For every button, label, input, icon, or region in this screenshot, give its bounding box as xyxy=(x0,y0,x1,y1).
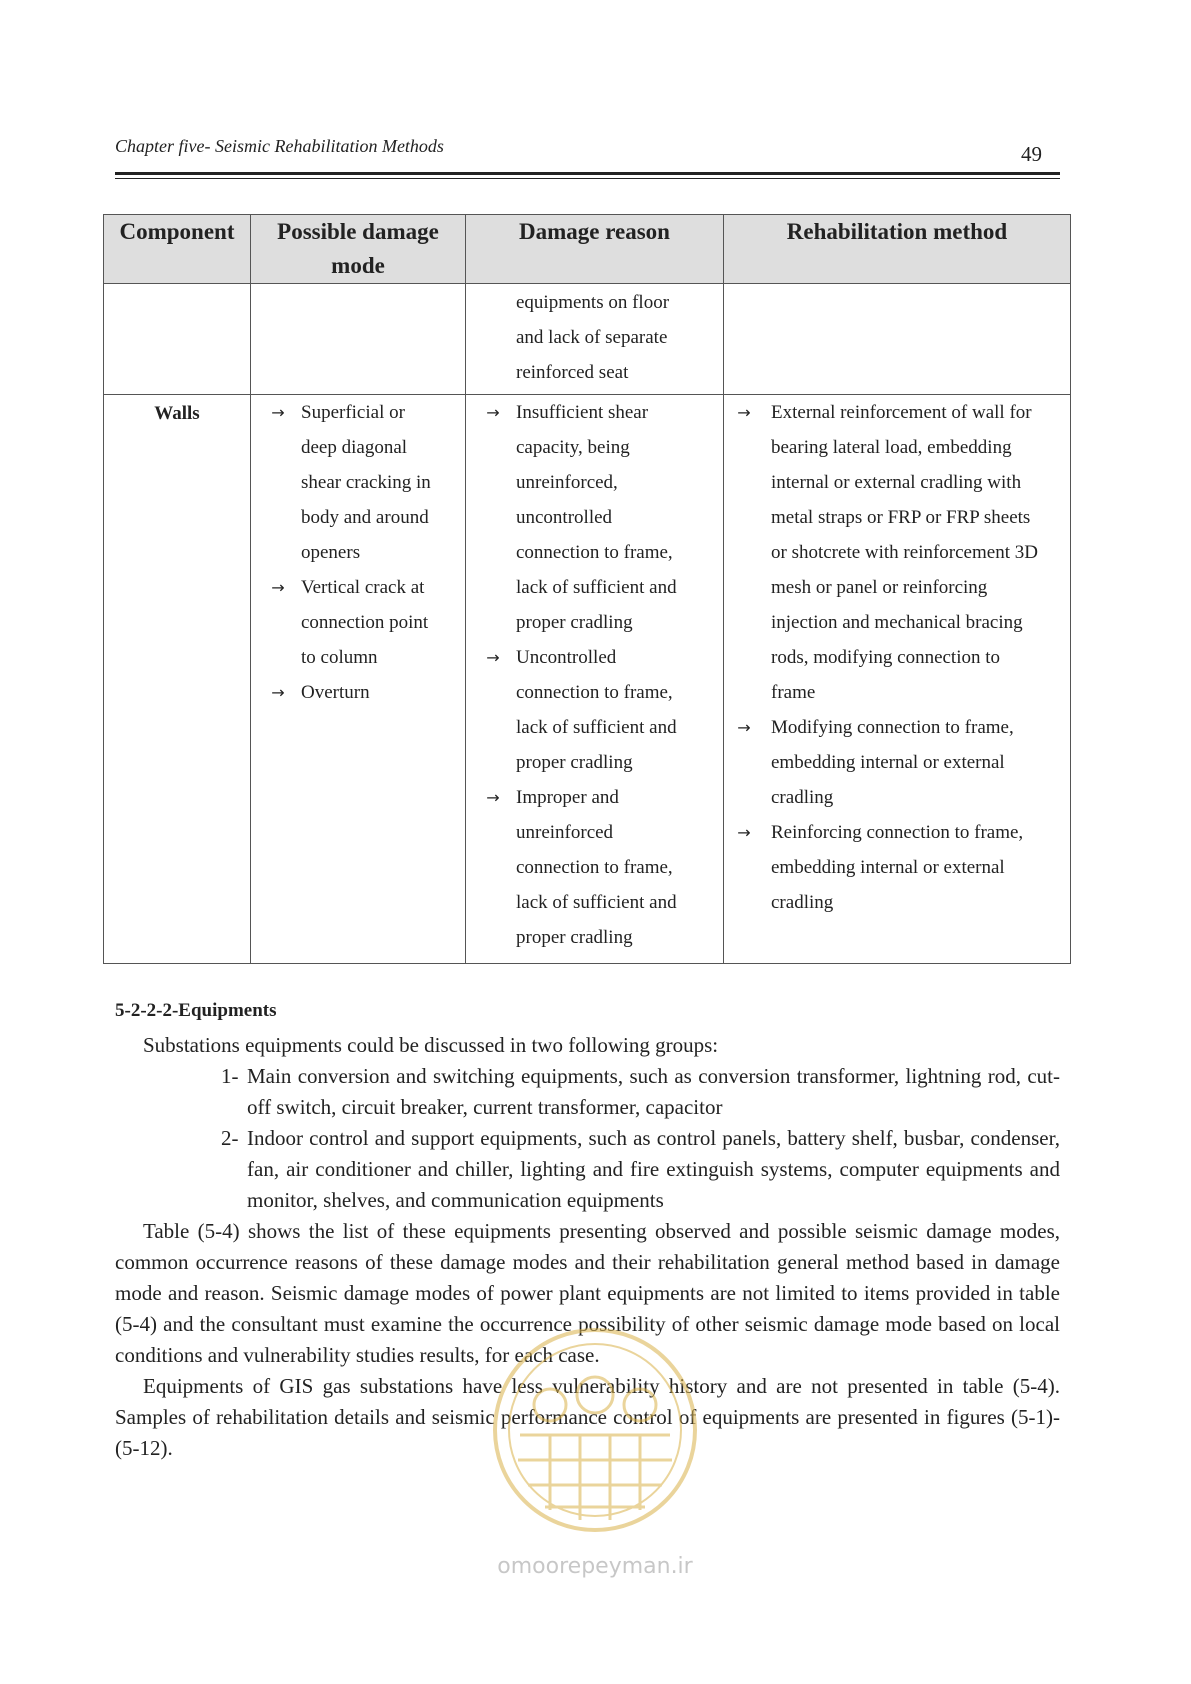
rehab-method-item: → Modifying connection to frame, embedding internal or external cradling xyxy=(724,710,1070,815)
list-item xyxy=(223,1123,1060,1216)
cell-continued-reason xyxy=(466,284,724,395)
header-component: Component xyxy=(104,215,251,284)
page-number: 49 xyxy=(1021,142,1042,166)
cell-empty xyxy=(104,284,251,395)
damage-mode-item: → Superficial or deep diagonal shear cracking in body and around openers xyxy=(251,395,465,570)
watermark-text: omoorepeyman.ir xyxy=(497,1554,693,1579)
item-text: Main conversion and switching equipments, such as conversion transformer, lightning rod, cut-off switch, circuit breaker, current transformer, capacitor xyxy=(247,1064,1060,1119)
cell-rehab-methods xyxy=(724,395,1071,964)
arrow-icon: → xyxy=(271,683,285,702)
cell-damage-modes xyxy=(251,395,466,964)
table-header-row xyxy=(104,215,1071,284)
body-paragraph: Equipments of GIS gas substations have less vulnerability history and are not presented in table (5-4). Samples of rehabilitation details and seismic performance control of equipments are presented in figures (5-1)-(5-12). xyxy=(115,1374,1060,1460)
text-line: reinforced seat xyxy=(516,362,629,383)
table-row-continuation xyxy=(104,284,1071,395)
damage-reason-item: → Improper and unreinforced connection to frame, lack of sufficient and proper cradling xyxy=(466,780,723,955)
arrow-icon: → xyxy=(737,403,751,422)
cell-damage-reasons xyxy=(466,395,724,964)
header-rule xyxy=(115,172,1060,175)
header-rehab-method: Rehabilitation method xyxy=(724,215,1071,284)
damage-reason-item: → Insufficient shear capacity, being unreinforced, uncontrolled connection to frame, lack of sufficient and proper cradling xyxy=(466,395,723,640)
item-number: 1- xyxy=(221,1064,239,1088)
component-walls: Walls xyxy=(104,395,251,964)
cell-empty xyxy=(251,284,466,395)
header-rule-thin xyxy=(115,178,1060,179)
item-text: Indoor control and support equipments, such as control panels, battery shelf, busbar, condenser, fan, air conditioner and chiller, lighting and fire extinguish systems, computer equipments and monitor, shelves, and communication equipments xyxy=(247,1126,1060,1212)
text-line: equipments on floor xyxy=(516,292,670,313)
table-row-walls xyxy=(104,395,1071,964)
seal-icon xyxy=(470,1325,720,1585)
item-number: 2- xyxy=(221,1126,239,1150)
rehab-method-item: → Reinforcing connection to frame, embedding internal or external cradling xyxy=(724,815,1070,920)
watermark-seal xyxy=(470,1325,720,1585)
text-line: and lack of separate xyxy=(516,327,668,348)
arrow-icon: → xyxy=(486,403,500,422)
chapter-title: Chapter five- Seismic Rehabilitation Methods xyxy=(115,136,444,156)
header-damage-reason: Damage reason xyxy=(466,215,724,284)
section-heading: 5-2-2-2-Equipments xyxy=(115,1000,277,1021)
damage-mode-item: → Vertical crack at connection point to column xyxy=(251,570,465,675)
arrow-icon: → xyxy=(737,823,751,842)
rehabilitation-table xyxy=(103,214,1071,964)
damage-reason-item: → Uncontrolled connection to frame, lack of sufficient and proper cradling xyxy=(466,640,723,780)
page-header xyxy=(115,132,1060,182)
section-intro: Substations equipments could be discussed in two following groups: xyxy=(143,1033,719,1057)
arrow-icon: → xyxy=(486,788,500,807)
arrow-icon: → xyxy=(271,403,285,422)
body-paragraph: Table (5-4) shows the list of these equipments presenting observed and possible seismic damage modes, common occurrence reasons of these damage modes and their rehabilitation general method based in damage mode and reason. Seismic damage modes of power plant equipments are not limited to items provided in table (5-4) and the consultant must examine the occurrence possibility of other seismic damage mode based on local conditions and vulnerability studies results, for each case. xyxy=(115,1219,1060,1367)
rehab-method-item: → External reinforcement of wall for bearing lateral load, embedding internal or external cradling with metal straps or FRP or FRP sheets or shotcrete with reinforcement 3D mesh or panel or reinforcing injection and mechanical bracing rods, modifying connection to frame xyxy=(724,395,1070,710)
arrow-icon: → xyxy=(486,648,500,667)
cell-empty xyxy=(724,284,1071,395)
arrow-icon: → xyxy=(737,718,751,737)
arrow-icon: → xyxy=(271,578,285,597)
list-item xyxy=(223,1061,1060,1123)
damage-mode-item: → Overturn xyxy=(251,675,465,710)
header-damage-mode: Possible damage mode xyxy=(251,215,466,284)
